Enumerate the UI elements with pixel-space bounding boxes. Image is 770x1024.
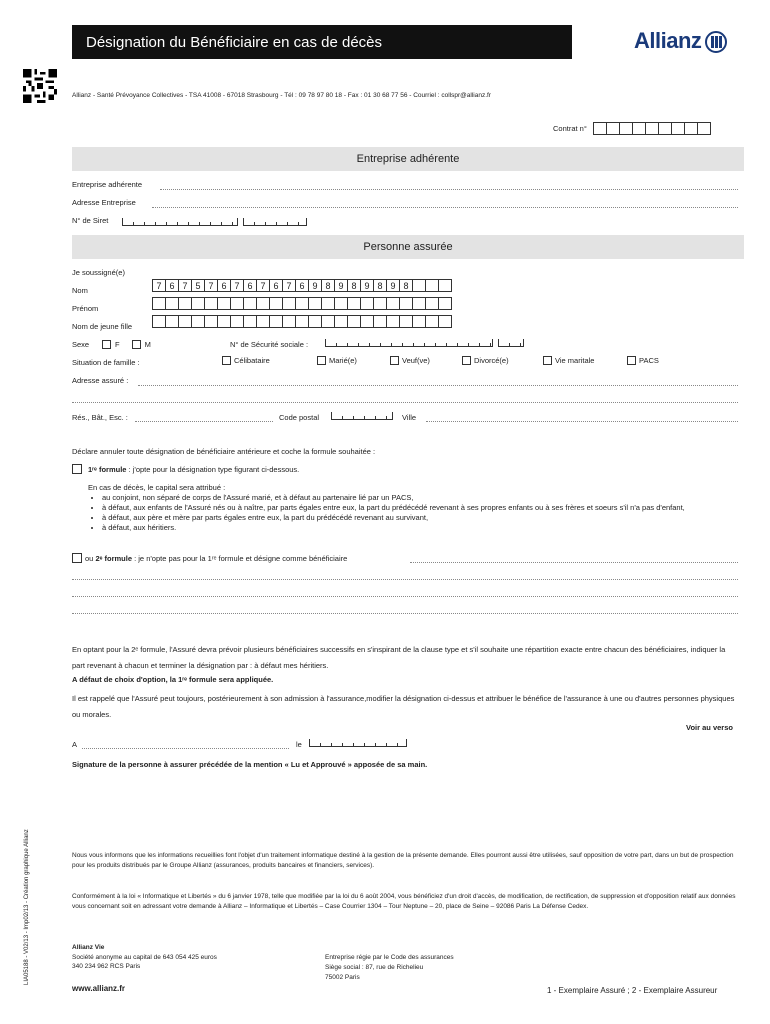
- formule-2-checkbox[interactable]: [72, 553, 82, 563]
- situation-pacs[interactable]: PACS: [627, 356, 659, 365]
- secu-field[interactable]: [325, 339, 493, 347]
- qr-code-icon: [22, 69, 58, 103]
- company-line-2: 340 234 962 RCS Paris: [72, 963, 141, 970]
- clause-item: • à défaut, aux héritiers.: [102, 523, 743, 533]
- adresse-field[interactable]: [138, 385, 738, 386]
- info-paragraph-1: Nous vous informons que les informations recueillies font l'objet d'un traitement informatique destiné à la gestion de la présente demande. Elles pourront aussi être utilisées, sauf opposition de votre part, dans un but de prospection pour les produits distribués par le Groupe Allianz (assurances, produits bancaires et financiers, services).: [72, 852, 734, 869]
- lieu-field[interactable]: [82, 748, 289, 749]
- contrat-number: [553, 122, 710, 135]
- formule-1-checkbox[interactable]: [72, 464, 82, 474]
- prenom-label: Prénom: [72, 304, 99, 313]
- deces-intro: En cas de décès, le capital sera attribué :: [88, 483, 226, 492]
- modification-paragraph: Il est rappelé que l'Assuré peut toujours, postérieurement à son admission à l'assurance,modifier la désignation ci-dessus et attribuer le bénéfice de l'assurance à une ou d'autres personnes physiques ou morales.: [72, 694, 735, 719]
- side-reference: LIA05188 - V02/13 - Imp02/13 - Création graphique Allianz: [24, 829, 30, 985]
- contrat-label: Contrat n°: [553, 124, 587, 133]
- allianz-logo: [634, 28, 727, 54]
- clause-list: [88, 493, 743, 533]
- website-link[interactable]: www.allianz.fr: [72, 984, 126, 993]
- exemplaires-note: 1 - Exemplaire Assuré ; 2 - Exemplaire Assureur: [547, 986, 718, 995]
- company-line-1: Société anonyme au capital de 643 054 425 euros: [72, 954, 217, 961]
- formule-1-row: [72, 464, 299, 474]
- formule-1-text: : j'opte pour la désignation type figurant ci-dessous.: [126, 464, 300, 474]
- document-title: Désignation du Bénéficiaire en cas de décès: [72, 25, 572, 59]
- checkbox[interactable]: [543, 356, 552, 365]
- beneficiaire-field-4[interactable]: [72, 613, 738, 614]
- beneficiaire-field-3[interactable]: [72, 596, 738, 597]
- checkbox[interactable]: [462, 356, 471, 365]
- checkbox[interactable]: [627, 356, 636, 365]
- nom-label: Nom: [72, 286, 88, 295]
- res-field[interactable]: [135, 421, 273, 422]
- clause-item: • au conjoint, non séparé de corps de l'Assuré marié, et à défaut au partenaire lié par un PACS,: [102, 493, 743, 503]
- contrat-field[interactable]: [593, 122, 710, 135]
- lieu-label: A: [72, 740, 78, 749]
- clause-item: • à défaut, aux père et mère par parts égales entre eux, la part du prédécédé revenant au survivant,: [102, 513, 743, 523]
- checkbox[interactable]: [390, 356, 399, 365]
- sexe-row: [72, 340, 151, 349]
- logo-text: Allianz: [634, 28, 702, 53]
- ville-field[interactable]: [426, 421, 738, 422]
- regie-line-1: Entreprise régie par le Code des assurances: [325, 954, 454, 961]
- regie-line-2: Siège social : 87, rue de Richelieu: [325, 964, 424, 971]
- siret-field-2[interactable]: [243, 218, 307, 226]
- res-label: Rés., Bât., Esc. :: [72, 413, 128, 422]
- formule-2-title: 2ᵉ formule: [95, 553, 133, 563]
- entreprise-address-field[interactable]: [152, 207, 738, 208]
- formule-2-text: : je n'opte pas pour la 1ʳᵉ formule et désigne comme bénéficiaire: [132, 553, 348, 563]
- allianz-eagle-icon: [705, 31, 727, 53]
- formule-2-row: ou 2ᵉ formule : je n'opte pas pour la 1ʳᵉ formule et désigne comme bénéficiaire: [72, 553, 347, 563]
- secu-key-field[interactable]: [498, 339, 524, 347]
- clause-type: [88, 483, 743, 533]
- situation-divorce[interactable]: Divorcé(e): [462, 356, 509, 365]
- option-2-paragraph: En optant pour la 2ᵉ formule, l'Assuré devra prévoir plusieurs bénéficiaires successifs en s'inspirant de la clause type et s'il souhaite une répartition exacte entre chacun des bénéficiaires, indiquer la part revenant à chacun et terminer la désignation par : à défaut mes héritiers.: [72, 645, 726, 670]
- regie-line-3: 75002 Paris: [325, 974, 360, 981]
- situation-vie-maritale[interactable]: Vie maritale: [543, 356, 594, 365]
- sexe-f-label: F: [115, 340, 120, 349]
- sexe-f-checkbox[interactable]: [102, 340, 111, 349]
- company-name: Allianz Vie: [72, 944, 105, 951]
- signature-instruction: Signature de la personne à assurer précédée de la mention « Lu et Approuvé » apposée de sa main.: [72, 760, 428, 769]
- secu-label: N° de Sécurité sociale :: [230, 340, 309, 349]
- info-paragraph-2: Conformément à la loi « Informatique et Libertés » du 6 janvier 1978, telle que modifiée par la loi du 6 août 2004, vous bénéficiez d'un droit d'accès, de modification, de rectification, de suppression et d'opposition relatif aux données vous concernant soit en adressant votre demande à Allianz – Informatique et Libertés – Case Courrier 1304 – Tour Neptune – 20, place de Seine – 92086 Paris La Défense Cedex.: [72, 893, 736, 910]
- jeune-fille-label: Nom de jeune fille: [72, 322, 133, 331]
- adresse-label: Adresse assuré :: [72, 376, 129, 385]
- beneficiaire-field-1[interactable]: [410, 562, 738, 563]
- situation-marie[interactable]: Marié(e): [317, 356, 357, 365]
- contact-line: Allianz - Santé Prévoyance Collectives - TSA 41008 - 67018 Strasbourg - Tél : 09 78 97 80 18 - Fax : 01 30 68 77 56 - Courriel : collspr@allianz.fr: [72, 92, 491, 99]
- code-postal-label: Code postal: [279, 413, 320, 422]
- situation-label: Situation de famille :: [72, 358, 140, 367]
- checkbox[interactable]: [222, 356, 231, 365]
- ville-label: Ville: [402, 413, 417, 422]
- sexe-label: Sexe: [72, 340, 90, 349]
- adresse-field-2[interactable]: [72, 402, 738, 403]
- formule-1-title: 1ʳᵉ formule: [88, 464, 127, 474]
- entreprise-name-label: Entreprise adhérente: [72, 180, 143, 189]
- declaration-intro: Déclare annuler toute désignation de bénéficiaire antérieure et coche la formule souhaitée :: [72, 447, 376, 456]
- sexe-m-label: M: [144, 340, 151, 349]
- siret-field-1[interactable]: [122, 218, 238, 226]
- sexe-m-checkbox[interactable]: [132, 340, 141, 349]
- date-label: le: [296, 740, 302, 749]
- signature-area[interactable]: [72, 775, 740, 835]
- code-postal-field[interactable]: [331, 412, 393, 420]
- default-option-note: A défaut de choix d'option, la 1ʳᵉ formule sera appliquée.: [72, 675, 274, 684]
- voir-verso: Voir au verso: [686, 723, 733, 732]
- checkbox[interactable]: [317, 356, 326, 365]
- nom-field[interactable]: 7 6 7 5 7 6 7 6 7 6 7 6 9 8 9 8 9 8 9 8: [152, 279, 451, 292]
- prenom-field[interactable]: [152, 297, 451, 310]
- date-field[interactable]: [309, 739, 407, 747]
- situation-veuf[interactable]: Veuf(ve): [390, 356, 430, 365]
- soussigne-label: Je soussigné(e): [72, 268, 125, 277]
- section-entreprise: Entreprise adhérente: [72, 147, 744, 171]
- clause-item: • à défaut, aux enfants de l'Assuré nés ou à naître, par parts égales entre eux, la part du prédécédé revenant à ses propres enfants ou à ses frères et soeurs s'il n'a pas d'enfant,: [102, 503, 743, 513]
- jeune-fille-field[interactable]: [152, 315, 451, 328]
- entreprise-name-field[interactable]: [160, 189, 738, 190]
- siret-label: N° de Siret: [72, 216, 109, 225]
- section-personne-assuree: Personne assurée: [72, 235, 744, 259]
- entreprise-address-label: Adresse Entreprise: [72, 198, 136, 207]
- beneficiaire-field-2[interactable]: [72, 579, 738, 580]
- situation-celibataire[interactable]: Célibataire: [222, 356, 270, 365]
